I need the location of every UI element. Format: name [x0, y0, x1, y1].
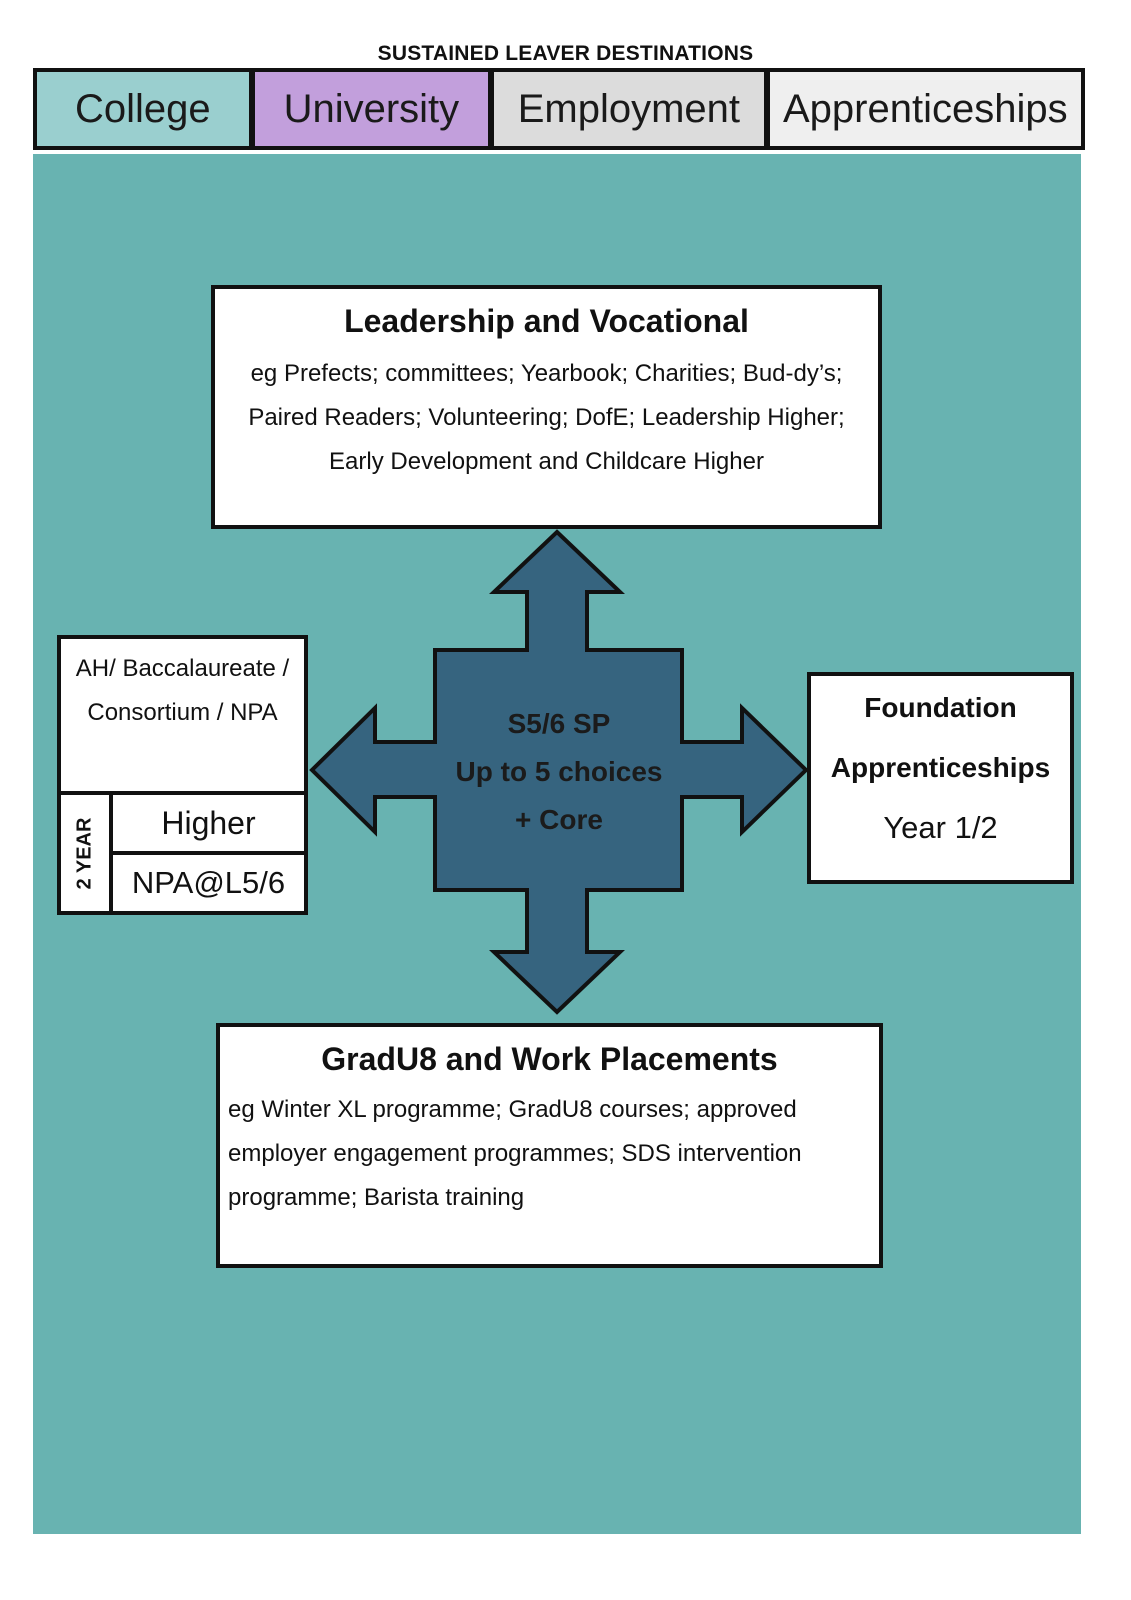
leadership-box: [211, 285, 882, 529]
center-line-2: Up to 5 choices: [455, 756, 663, 787]
gradu8-title: GradU8 and Work Placements: [321, 1041, 778, 1077]
destination-employment: Employment: [494, 72, 763, 146]
leadership-text: eg Prefects; committees; Yearbook; Charities; Bud-dy’s; Paired Readers; Volunteering; DofE; Leadership Higher; Early Development and Childcare Higher: [248, 360, 845, 475]
higher-cell: Higher: [161, 804, 256, 841]
center-line-3: + Core: [515, 804, 603, 835]
diagram-title: SUSTAINED LEAVER DESTINATIONS: [377, 42, 754, 65]
gradu8-box: [216, 1023, 883, 1268]
gradu8-text: eg Winter XL programme; GradU8 courses; approved employer engagement programmes; SDS intervention programme; Barista training: [228, 1096, 802, 1211]
two-year-label: 2 YEAR: [73, 817, 96, 889]
foundation-line-2: Apprenticeships: [830, 752, 1051, 783]
destination-apprenticeships: Apprenticeships: [770, 72, 1081, 146]
foundation-line-1: Foundation: [864, 692, 1017, 723]
center-line-1: S5/6 SP: [507, 708, 611, 739]
center-label: [437, 700, 681, 844]
destination-college: College: [37, 72, 249, 146]
destination-university: University: [255, 72, 489, 146]
advanced-higher-text: AH/ Baccalaureate / Consortium / NPA: [75, 655, 290, 726]
leadership-title: Leadership and Vocational: [344, 303, 749, 339]
npa-cell: NPA@L5/6: [131, 865, 286, 900]
two-year-cell: [61, 795, 109, 911]
left-options-box: [57, 635, 308, 915]
foundation-box: [807, 672, 1074, 884]
foundation-line-3: Year 1/2: [883, 810, 998, 845]
